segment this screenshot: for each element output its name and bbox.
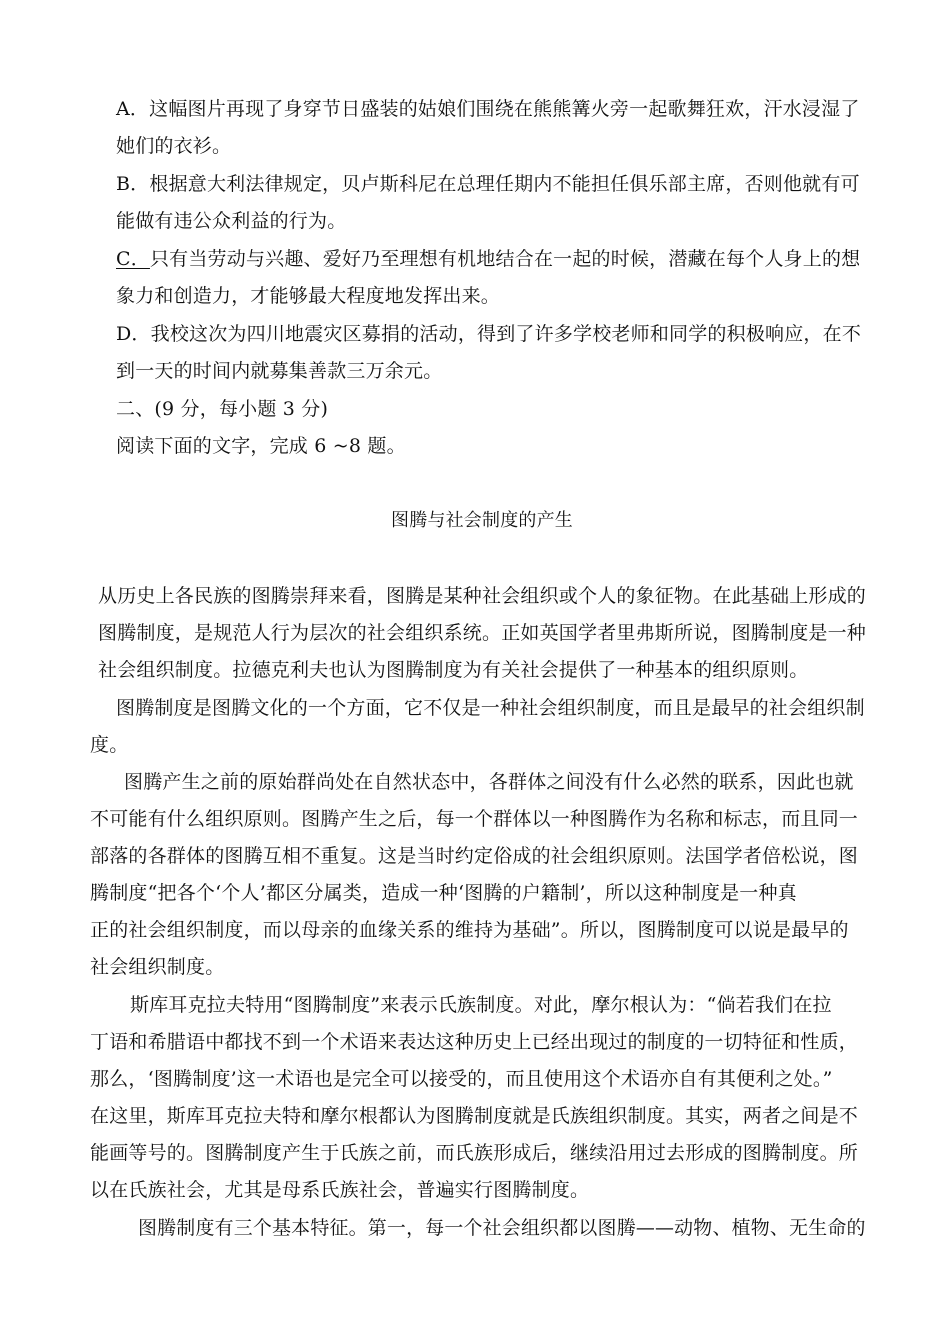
option-c-line-2: 象力和创造力，才能够最大程度地发挥出来。 bbox=[116, 285, 501, 307]
section-instruction: 阅读下面的文字，完成 6 ~8 题。 bbox=[116, 435, 406, 457]
paragraph-3-line-3: 部落的各群体的图腾互相不重复。这是当时约定俗成的社会组织原则。法国学者倍松说，图 bbox=[90, 845, 859, 867]
paragraph-1-line-3: 社会组织制度。拉德克利夫也认为图腾制度为有关社会提供了一种基本的组织原则。 bbox=[98, 659, 809, 681]
option-c-marker: C． bbox=[116, 248, 150, 270]
paragraph-4-line-1: 斯库耳克拉夫特用“图腾制度”来表示氏族制度。对此，摩尔根认为：“倘若我们在拉 bbox=[130, 994, 832, 1016]
paragraph-3-line-2: 不可能有什么组织原则。图腾产生之后，每一个群体以一种图腾作为名称和标志，而且同一 bbox=[90, 808, 859, 830]
option-c-line-1 bbox=[116, 246, 860, 272]
paragraph-2-line-1: 图腾制度是图腾文化的一个方面，它不仅是一种社会组织制度，而且是最早的社会组织制 bbox=[116, 697, 865, 719]
paragraph-4-line-2: 丁语和希腊语中都找不到一个术语来表达这种历史上已经出现过的制度的一切特征和性质， bbox=[90, 1031, 859, 1053]
paragraph-1-line-2: 图腾制度，是规范人行为层次的社会组织系统。正如英国学者里弗斯所说，图腾制度是一种 bbox=[98, 622, 867, 644]
paragraph-3-line-5: 正的社会组织制度，而以母亲的血缘关系的维持为基础”。所以，图腾制度可以说是最早的 bbox=[90, 919, 849, 941]
paragraph-1-line-1: 从历史上各民族的图腾崇拜来看，图腾是某种社会组织或个人的象征物。在此基础上形成的 bbox=[98, 585, 867, 607]
paragraph-5-line-1: 图腾制度有三个基本特征。第一，每一个社会组织都以图腾——动物、植物、无生命的 bbox=[138, 1217, 866, 1239]
paragraph-4-line-3: 那么，‘图腾制度’这一术语也是完全可以接受的，而且使用这个术语亦自有其便利之处。” bbox=[90, 1068, 833, 1090]
option-a-line-1: A．这幅图片再现了身穿节日盛装的姑娘们围绕在熊熊篝火旁一起歌舞狂欢，汗水浸湿了 bbox=[116, 98, 860, 120]
article-title: 图腾与社会制度的产生 bbox=[391, 510, 573, 531]
section-header: 二、(9 分，每小题 3 分) bbox=[116, 398, 329, 420]
option-d-line-1: D．我校这次为四川地震灾区募捐的活动，得到了许多学校老师和同学的积极响应，在不 bbox=[116, 323, 862, 345]
option-d-line-2: 到一天的时间内就募集善款三万余元。 bbox=[116, 360, 443, 382]
paragraph-4-line-4: 在这里，斯库耳克拉夫特和摩尔根都认为图腾制度就是氏族组织制度。其实，两者之间是不 bbox=[90, 1105, 859, 1127]
paragraph-3-line-1: 图腾产生之前的原始群尚处在自然状态中，各群体之间没有什么必然的联系，因此也就 bbox=[124, 771, 854, 793]
paragraph-3-line-4: 腾制度“把各个‘个人’都区分属类，造成一种‘图腾的户籍制’，所以这种制度是一种真 bbox=[90, 882, 797, 904]
option-b-line-2: 能做有违公众利益的行为。 bbox=[116, 210, 347, 232]
option-b-line-1: B．根据意大利法律规定，贝卢斯科尼在总理任期内不能担任俱乐部主席，否则他就有可 bbox=[116, 173, 860, 195]
option-a-line-2: 她们的衣衫。 bbox=[116, 135, 232, 157]
paragraph-4-line-6: 以在氏族社会，尤其是母系氏族社会，普遍实行图腾制度。 bbox=[90, 1179, 590, 1201]
option-c-text: 只有当劳动与兴趣、爱好乃至理想有机地结合在一起的时候，潜藏在每个人身上的想 bbox=[149, 248, 861, 270]
paragraph-4-line-5: 能画等号的。图腾制度产生于氏族之前，而氏族形成后，继续沿用过去形成的图腾制度。所 bbox=[90, 1142, 859, 1164]
paragraph-3-line-6: 社会组织制度。 bbox=[90, 956, 225, 978]
paragraph-2-line-2: 度。 bbox=[90, 734, 129, 756]
